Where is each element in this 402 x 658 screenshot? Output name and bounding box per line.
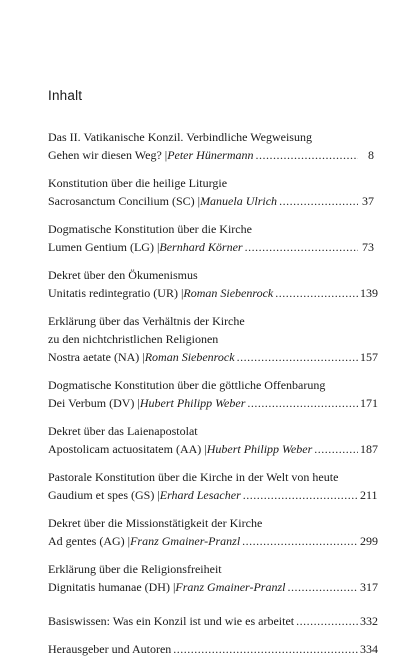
toc-page-number: 171 — [360, 396, 378, 410]
toc-entry-author: Hubert Philipp Weber — [139, 396, 246, 410]
toc-leader-dots — [247, 394, 358, 412]
toc-entry-last-line — [48, 284, 378, 302]
toc-entries — [48, 128, 378, 596]
toc-leader-dots — [173, 640, 358, 658]
toc-entry-title-line — [48, 174, 374, 192]
toc-leader-dots — [279, 192, 358, 210]
toc-entry-last-line — [48, 238, 374, 256]
toc-entry-title: Dogmatische Konstitution über die Kirche — [48, 222, 252, 236]
toc-page-number: 157 — [360, 350, 378, 364]
toc-entry[interactable] — [48, 174, 374, 210]
toc-entry-document: Ad gentes (AG) | — [48, 534, 131, 548]
toc-page-number: 139 — [360, 286, 378, 300]
toc-entry-author: Franz Gmainer-Pranzl — [130, 534, 241, 548]
toc-entry-last-line — [48, 486, 378, 504]
toc-entry-last-line — [48, 146, 374, 164]
toc-entry-document: Lumen Gentium (LG) | — [48, 240, 160, 254]
toc-entry-title-line — [48, 560, 374, 578]
toc-page-number: 8 — [368, 148, 374, 162]
toc-entry-title-line — [48, 312, 374, 330]
toc-entry-title: Dogmatische Konstitution über die göttliche Offenbarung — [48, 378, 326, 392]
toc-page-number: 37 — [362, 194, 374, 208]
toc-entry-title: Pastorale Konstitution über die Kirche in der Welt von heute — [48, 470, 339, 484]
toc-entry-document: Nostra aetate (NA) | — [48, 350, 145, 364]
toc-leader-dots — [275, 284, 358, 302]
toc-entry-last-line — [48, 532, 378, 550]
toc-entry-title-line — [48, 422, 374, 440]
toc-entry-title: Erklärung über die Religionsfreiheit — [48, 562, 222, 576]
toc-entry-title-line — [48, 266, 374, 284]
toc-appendix — [48, 612, 378, 658]
toc-entry-title: Dekret über das Laienapostolat — [48, 424, 198, 438]
toc-leader-dots — [242, 532, 358, 550]
toc-entry[interactable] — [48, 468, 378, 504]
toc-entry-author: Manuela Ulrich — [200, 194, 278, 208]
toc-entry-document: Gehen wir diesen Weg? | — [48, 148, 168, 162]
toc-entry-title: Konstitution über die heilige Liturgie — [48, 176, 228, 190]
toc-entry-document: Apostolicam actuositatem (AA) | — [48, 442, 207, 456]
toc-entry-title-line — [48, 128, 374, 146]
toc-page-number: 187 — [360, 442, 378, 456]
toc-page-number: 334 — [360, 642, 378, 656]
table-of-contents — [48, 128, 378, 658]
toc-entry-author: Hubert Philipp Weber — [206, 442, 313, 456]
toc-page-number: 73 — [362, 240, 374, 254]
toc-entry-author: Peter Hünermann — [167, 148, 254, 162]
toc-leader-dots — [243, 486, 358, 504]
toc-leader-dots — [245, 238, 358, 256]
toc-entry-author: Franz Gmainer-Pranzl — [175, 580, 286, 594]
toc-appendix-entry[interactable] — [48, 640, 378, 658]
toc-entry-title: Dekret über die Missionstätigkeit der Kirche — [48, 516, 263, 530]
toc-entry-document: Gaudium et spes (GS) | — [48, 488, 160, 502]
toc-page-number: 317 — [360, 580, 378, 594]
toc-entry-last-line — [48, 578, 378, 596]
toc-entry-document: Unitatis redintegratio (UR) | — [48, 286, 184, 300]
toc-entry-document: Sacrosanctum Concilium (SC) | — [48, 194, 201, 208]
toc-entry-author: Erhard Lesacher — [159, 488, 241, 502]
toc-entry[interactable] — [48, 376, 378, 412]
toc-entry-author: Bernhard Körner — [159, 240, 243, 254]
toc-entry-title: Das II. Vatikanische Konzil. Verbindliche Wegweisung — [48, 130, 312, 144]
toc-entry-last-line — [48, 348, 378, 366]
toc-appendix-entry[interactable] — [48, 612, 378, 630]
toc-entry-last-line — [48, 192, 374, 210]
toc-leader-dots — [296, 612, 358, 630]
toc-entry-title-line — [48, 514, 374, 532]
toc-leader-dots — [237, 348, 358, 366]
toc-entry[interactable] — [48, 312, 378, 366]
toc-page-number: 211 — [360, 488, 378, 502]
toc-entry-last-line — [48, 440, 378, 458]
toc-entry-title: zu den nichtchristlichen Religionen — [48, 332, 219, 346]
toc-entry[interactable] — [48, 220, 374, 256]
toc-entry[interactable] — [48, 266, 378, 302]
toc-entry-author: Roman Siebenrock — [144, 350, 235, 364]
toc-appendix-line — [48, 640, 378, 658]
toc-entry-document: Dei Verbum (DV) | — [48, 396, 140, 410]
toc-page-number: 332 — [360, 614, 378, 628]
toc-appendix-title: Basiswissen: Was ein Konzil ist und wie es arbeitet — [48, 614, 295, 628]
toc-heading: Inhalt — [48, 88, 83, 103]
toc-entry-title-line — [48, 330, 374, 348]
toc-entry-title-line — [48, 468, 374, 486]
toc-entry-last-line — [48, 394, 378, 412]
toc-leader-dots — [256, 146, 358, 164]
toc-entry[interactable] — [48, 514, 378, 550]
toc-entry[interactable] — [48, 128, 374, 164]
toc-entry[interactable] — [48, 560, 378, 596]
toc-leader-dots — [314, 440, 358, 458]
toc-entry-title: Dekret über den Ökumenismus — [48, 268, 198, 282]
toc-entry-title-line — [48, 220, 374, 238]
toc-appendix-title: Herausgeber und Autoren — [48, 642, 172, 656]
toc-leader-dots — [287, 578, 358, 596]
toc-page-number: 299 — [360, 534, 378, 548]
toc-entry-title-line — [48, 376, 374, 394]
toc-entry-author: Roman Siebenrock — [183, 286, 274, 300]
toc-entry-document: Dignitatis humanae (DH) | — [48, 580, 176, 594]
toc-entry-title: Erklärung über das Verhältnis der Kirche — [48, 314, 245, 328]
toc-appendix-line — [48, 612, 378, 630]
toc-entry[interactable] — [48, 422, 378, 458]
